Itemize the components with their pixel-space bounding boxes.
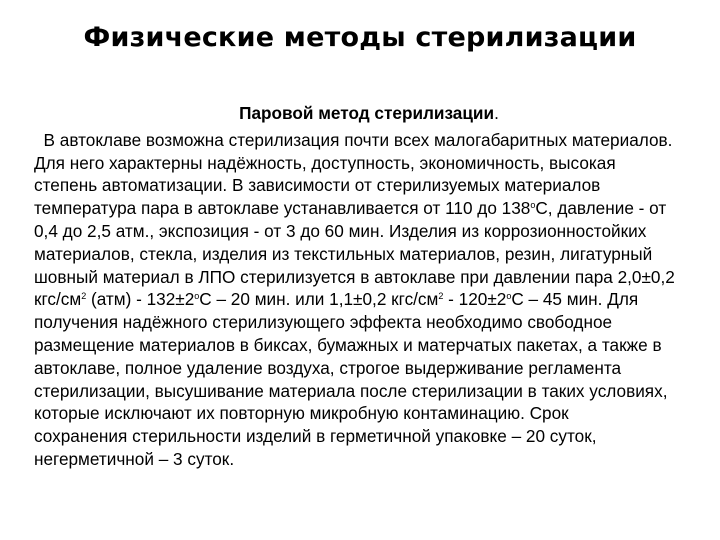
slide-body (34, 102, 704, 471)
body-line-2: Для него характерны надёжность, доступность, экономичность, высокая (34, 152, 616, 173)
degree-superscript: о (194, 291, 200, 302)
body-line-4-text-b: С, давление - от (535, 198, 667, 219)
subheading-text: Паровой метод стерилизации (239, 103, 495, 123)
square-superscript: 2 (438, 291, 444, 302)
body-line-9: получения надёжного стерилизующего эффекта необходимо свободное (34, 312, 613, 333)
body-line-13: которые исключают их повторную микробную контаминацию. Срок (34, 403, 569, 424)
body-line-8-text-e: С – 45 мин. Для (511, 289, 639, 310)
degree-superscript: о (506, 291, 512, 302)
subheading-dot: . (494, 103, 499, 123)
degree-superscript: о (530, 200, 536, 211)
body-line-4 (34, 197, 704, 220)
body-line-14: сохранения стерильности изделий в герметичной упаковке – 20 суток, (34, 426, 597, 447)
body-line-7: шовный материал в ЛПО стерилизуется в автоклаве при давлении пара 2,0±0,2 (34, 266, 675, 287)
body-line-8-text-d: - 120±2 (443, 289, 507, 310)
body-line-8-text-c: С – 20 мин. или 1,1±0,2 кгс/см (199, 289, 439, 310)
body-line-4-text-a: температура пара в автоклаве устанавливается от 110 до 138 (34, 198, 531, 219)
body-line-15: негерметичной – 3 суток. (34, 448, 235, 469)
section-subheading (34, 102, 704, 125)
body-line-5: 0,4 до 2,5 атм., экспозиция - от 3 до 60 мин. Изделия из коррозионностойких (34, 220, 647, 241)
body-line-1: В автоклаве возможна стерилизация почти всех малогабаритных материалов. (34, 129, 673, 150)
body-line-11: автоклаве, полное удаление воздуха, строгое выдерживание регламента (34, 357, 622, 378)
body-line-8-text-b: (атм) - 132±2 (86, 289, 195, 310)
body-line-3: степень автоматизации. В зависимости от стерилизуемых материалов (34, 175, 601, 196)
body-line-8 (34, 288, 704, 311)
square-superscript: 2 (81, 291, 87, 302)
slide-title: Физические методы стерилизации (83, 22, 637, 53)
body-line-10: размещение материалов в биксах, бумажных и матерчатых пакетах, а также в (34, 334, 662, 355)
body-line-8-text-a: кгс/см (34, 289, 82, 310)
body-line-12: стерилизации, высушивание материала после стерилизации в таких условиях, (34, 380, 668, 401)
body-line-6: материалов, стекла, изделия из текстильных материалов, резин, лигатурный (34, 243, 653, 264)
